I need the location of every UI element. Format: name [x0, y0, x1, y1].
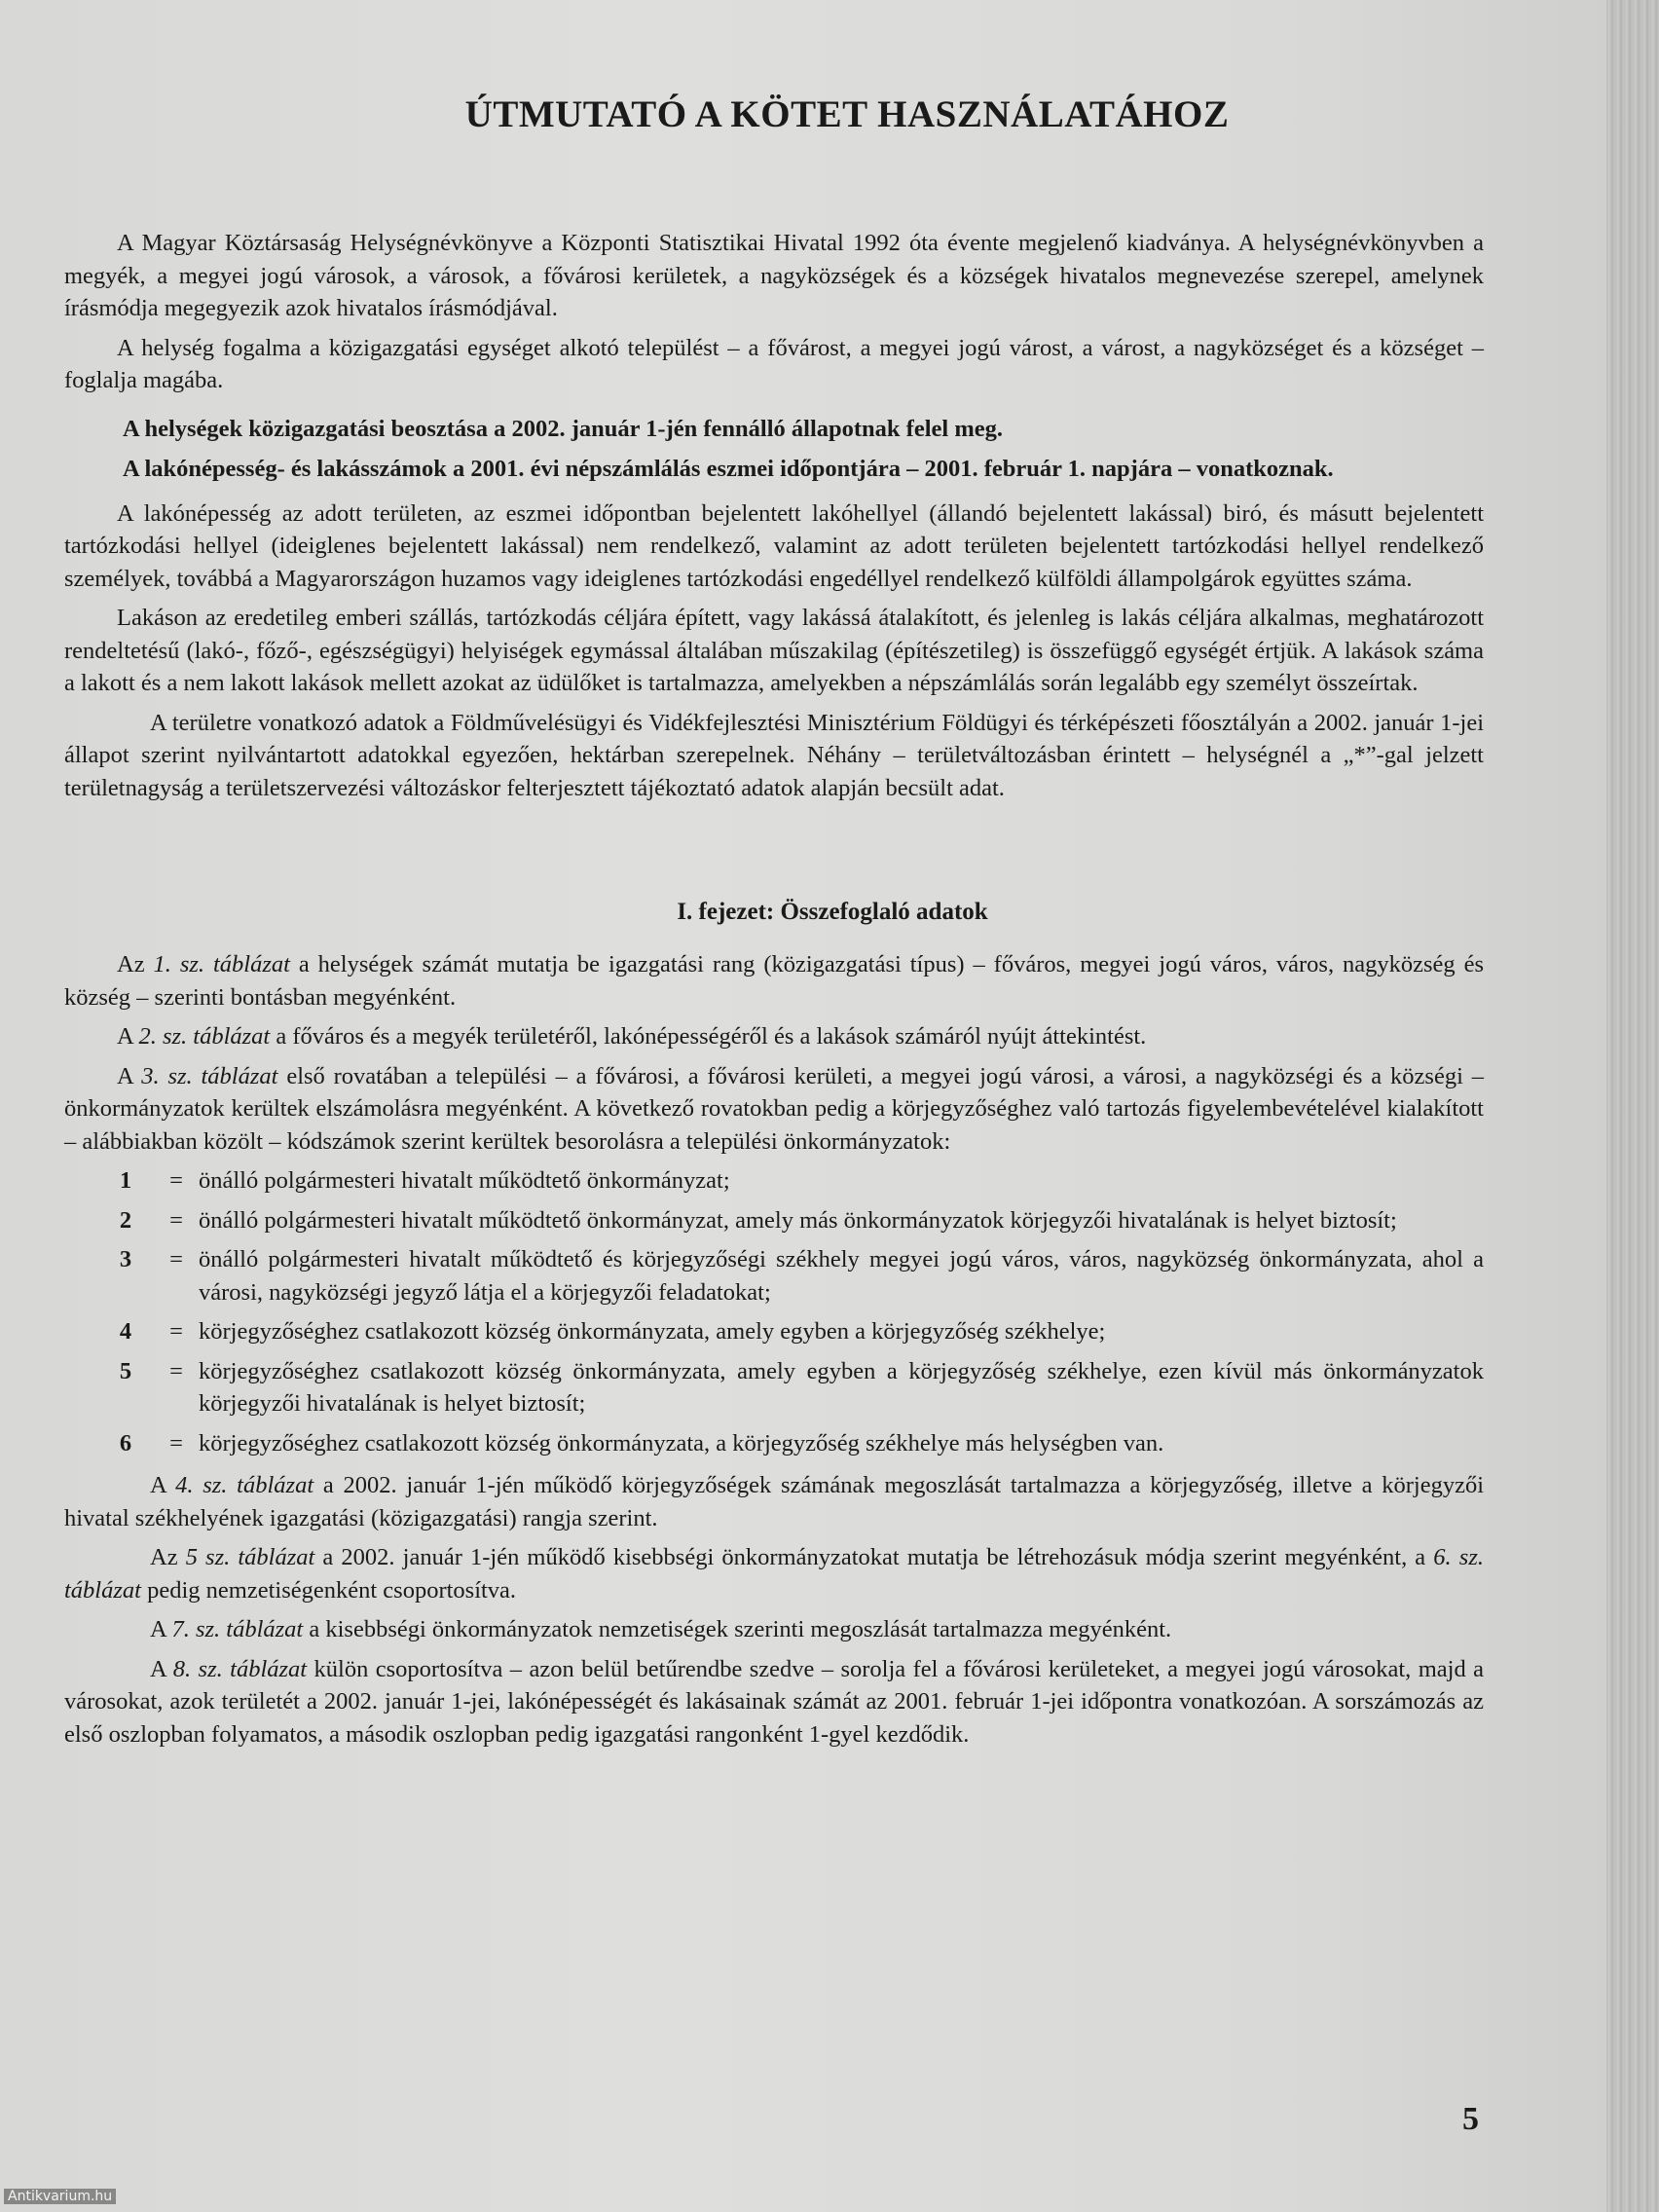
table-2-description: A 2. sz. táblázat a főváros és a megyék területéről, lakónépességéről és a lakások számáról nyújt áttekintést. [117, 1023, 1147, 1050]
code-number: 3 [119, 1246, 132, 1272]
intro-paragraph-3: A lakónépesség az adott területen, az eszmei időpontban bejelentett lakóhellyel (állandó bejelentett lakással) biró, és másutt bejelentett tartózkodási hellyel (ideiglenes bejelentett lakással) nem rendelkező, valamint az adott területen bejelentett tartózkodási hellyel rendelkező személyek, továbbá a Magyarországon huzamos vagy ideiglenes tartózkodási engedéllyel rendelkező külföldi állampolgárok együttes száma. [64, 499, 1484, 592]
intro-bold-statement-2: A lakónépesség- és lakásszámok a 2001. évi népszámlálás eszmei időpontjára – 2001. február 1. napjára – vonatkoznak. [123, 456, 1334, 482]
intro-paragraph-4: Lakáson az eredetileg emberi szállás, tartózkodás céljára épített, vagy lakássá átalakított, és jelenleg is lakás céljára alkalmas, meghatározott rendeltetésű (lakó-, főző-, egészségügyi) helyiségek egymással általában műszakilag (építészetileg) is összefüggő egységét értjük. A lakások száma a lakott és a nem lakott lakások mellett azokat az üdülőket is tartalmazza, amelyekben a népszámlálás során legalább egy személyt összeírtak. [64, 605, 1484, 696]
code-equals: = [169, 1167, 183, 1194]
code-equals: = [169, 1206, 183, 1234]
page-content [64, 92, 1484, 1751]
code-definition: önálló polgármesteri hivatalt működtető önkormányzat; [199, 1167, 730, 1194]
table-8-description: A 8. sz. táblázat külön csoportosítva – azon belül betűrendbe szedve – sorolja fel a fővárosi kerületeket, a megyei jogú városokat, majd a városokat, azok területét a 2002. január 1-jei, lakónépességét és lakásainak számát az 2001. február 1-jei időpontra vonatkozóan. A sorszámozás az első oszlopban folyamatos, a második oszlopban pedig igazgatási rangonként 1-gyel kezdődik. [64, 1655, 1484, 1748]
code-equals: = [169, 1246, 183, 1272]
table-reference: 4. sz. táblázat [175, 1472, 314, 1498]
chapter-heading: I. fejezet: Összefoglaló adatok [677, 899, 988, 925]
code-number: 2 [119, 1206, 132, 1234]
code-list [64, 1164, 1484, 1459]
table-reference: 8. sz. táblázat [172, 1655, 308, 1682]
code-definition: körjegyzőséghez csatlakozott község önkormányzata, a körjegyzőség székhelye más helységben van. [199, 1429, 1164, 1456]
table-reference: 5 sz. táblázat [185, 1544, 315, 1570]
page-edge-stack [1606, 0, 1659, 2212]
intro-paragraph-5: A területre vonatkozó adatok a Földművelésügyi és Vidékfejlesztési Minisztérium Földügyi és térképészeti főosztályán a 2002. január 1-jei állapot szerint nyilvántartott adatokkal egyezően, hektárban szerepelnek. Néhány – területváltozásban érintett – helységnél a „*”-gal jelzett területnagyság a területszervezési változáskor felterjesztett tájékoztató adatok alapján becsült adat. [64, 709, 1484, 801]
intro-paragraph-1: A Magyar Köztársaság Helységnévkönyve a Központi Statisztikai Hivatal 1992 óta évente megjelenő kiadványa. A helységnévkönyvben a megyék, a megyei jogú városok, a városok, a fővárosi kerületek, a nagyközségek és a községek hivatalos megnevezése szerepel, amelynek írásmódja megegyezik azok hivatalos írásmódjával. [64, 230, 1484, 321]
table-reference: 3. sz. táblázat [141, 1062, 278, 1089]
code-item [64, 1315, 1484, 1348]
code-item [64, 1427, 1484, 1460]
intro-paragraph-2: A helység fogalma a közigazgatási egységet alkotó települést – a fővárost, a megyei jogú várost, a várost, a nagyközséget és a községet – foglalja magába. [64, 334, 1484, 393]
table-reference: 6. sz. táblázat [64, 1544, 1484, 1604]
page-number: 5 [1462, 2101, 1479, 2137]
table-5-6-description: Az 5 sz. táblázat a 2002. január 1-jén működő kisebbségi önkormányzatokat mutatja be létrehozásuk módja szerint megyénként, a 6. sz. táblázat pedig nemzetiségenként csoportosítva. [64, 1544, 1484, 1604]
code-equals: = [169, 1429, 183, 1456]
code-number: 4 [119, 1318, 132, 1345]
intro-bold-statement-1: A helységek közigazgatási beosztása a 2002. január 1-jén fennálló állapotnak felel meg. [123, 415, 1003, 442]
code-definition: önálló polgármesteri hivatalt működtető önkormányzat, amely más önkormányzatok körjegyzői hivatalának is helyet biztosít; [199, 1206, 1397, 1234]
code-equals: = [169, 1357, 183, 1384]
table-reference: 2. sz. táblázat [138, 1023, 271, 1050]
code-number: 1 [119, 1167, 132, 1194]
code-number: 6 [119, 1429, 132, 1456]
table-1-description: Az 1. sz. táblázat a helységek számát mutatja be igazgatási rang (közigazgatási típus) – főváros, megyei jogú város, város, nagyközség és község – szerinti bontásban megyénként. [64, 951, 1485, 1011]
code-equals: = [169, 1318, 183, 1345]
table-3-description: A 3. sz. táblázat első rovatában a települési – a fővárosi, a fővárosi kerületi, a megyei jogú városi, a városi, a nagyközségi és a községi – önkormányzatok kerültek elszámolásra megyénként. A következő rovatokban pedig a körjegyzőséghez való tartozás figyelembevételével kialakított – alábbiakban közölt – kódszámok szerint kerültek besorolásra a települési önkormányzatok: [64, 1062, 1484, 1155]
code-item [64, 1355, 1484, 1420]
table-4-description: A 4. sz. táblázat a 2002. január 1-jén működő körjegyzőségek számának megoszlását tartalmazza a körjegyzőség, illetve a körjegyzői hivatal székhelyének igazgatási (közigazgatási) rangja szerint. [64, 1472, 1484, 1531]
code-definition: önálló polgármesteri hivatalt működtető és körjegyzőségi székhely megyei jogú város, város, nagyközség önkormányzata, ahol a városi, nagyközségi jegyző látja el a körjegyzői feladatokat; [199, 1246, 1484, 1306]
watermark: Antikvarium.hu [4, 2189, 116, 2204]
code-item [64, 1164, 1484, 1198]
code-item [64, 1204, 1484, 1237]
code-definition: körjegyzőséghez csatlakozott község önkormányzata, amely egyben a körjegyzőség székhelye; [199, 1318, 1106, 1345]
page-title: ÚTMUTATÓ A KÖTET HASZNÁLATÁHOZ [464, 93, 1230, 135]
table-reference: 7. sz. táblázat [171, 1616, 304, 1642]
code-definition: körjegyzőséghez csatlakozott község önkormányzata, amely egyben a körjegyzőség székhelye, ezen kívül más önkormányzatok körjegyzői hivatalának is helyet biztosít; [199, 1357, 1484, 1417]
table-7-description: A 7. sz. táblázat a kisebbségi önkormányzatok nemzetiségek szerinti megoszlását tartalmazza megyénként. [150, 1616, 1172, 1642]
code-item [64, 1243, 1484, 1309]
table-reference: 1. sz. táblázat [153, 951, 290, 977]
code-number: 5 [119, 1357, 132, 1384]
